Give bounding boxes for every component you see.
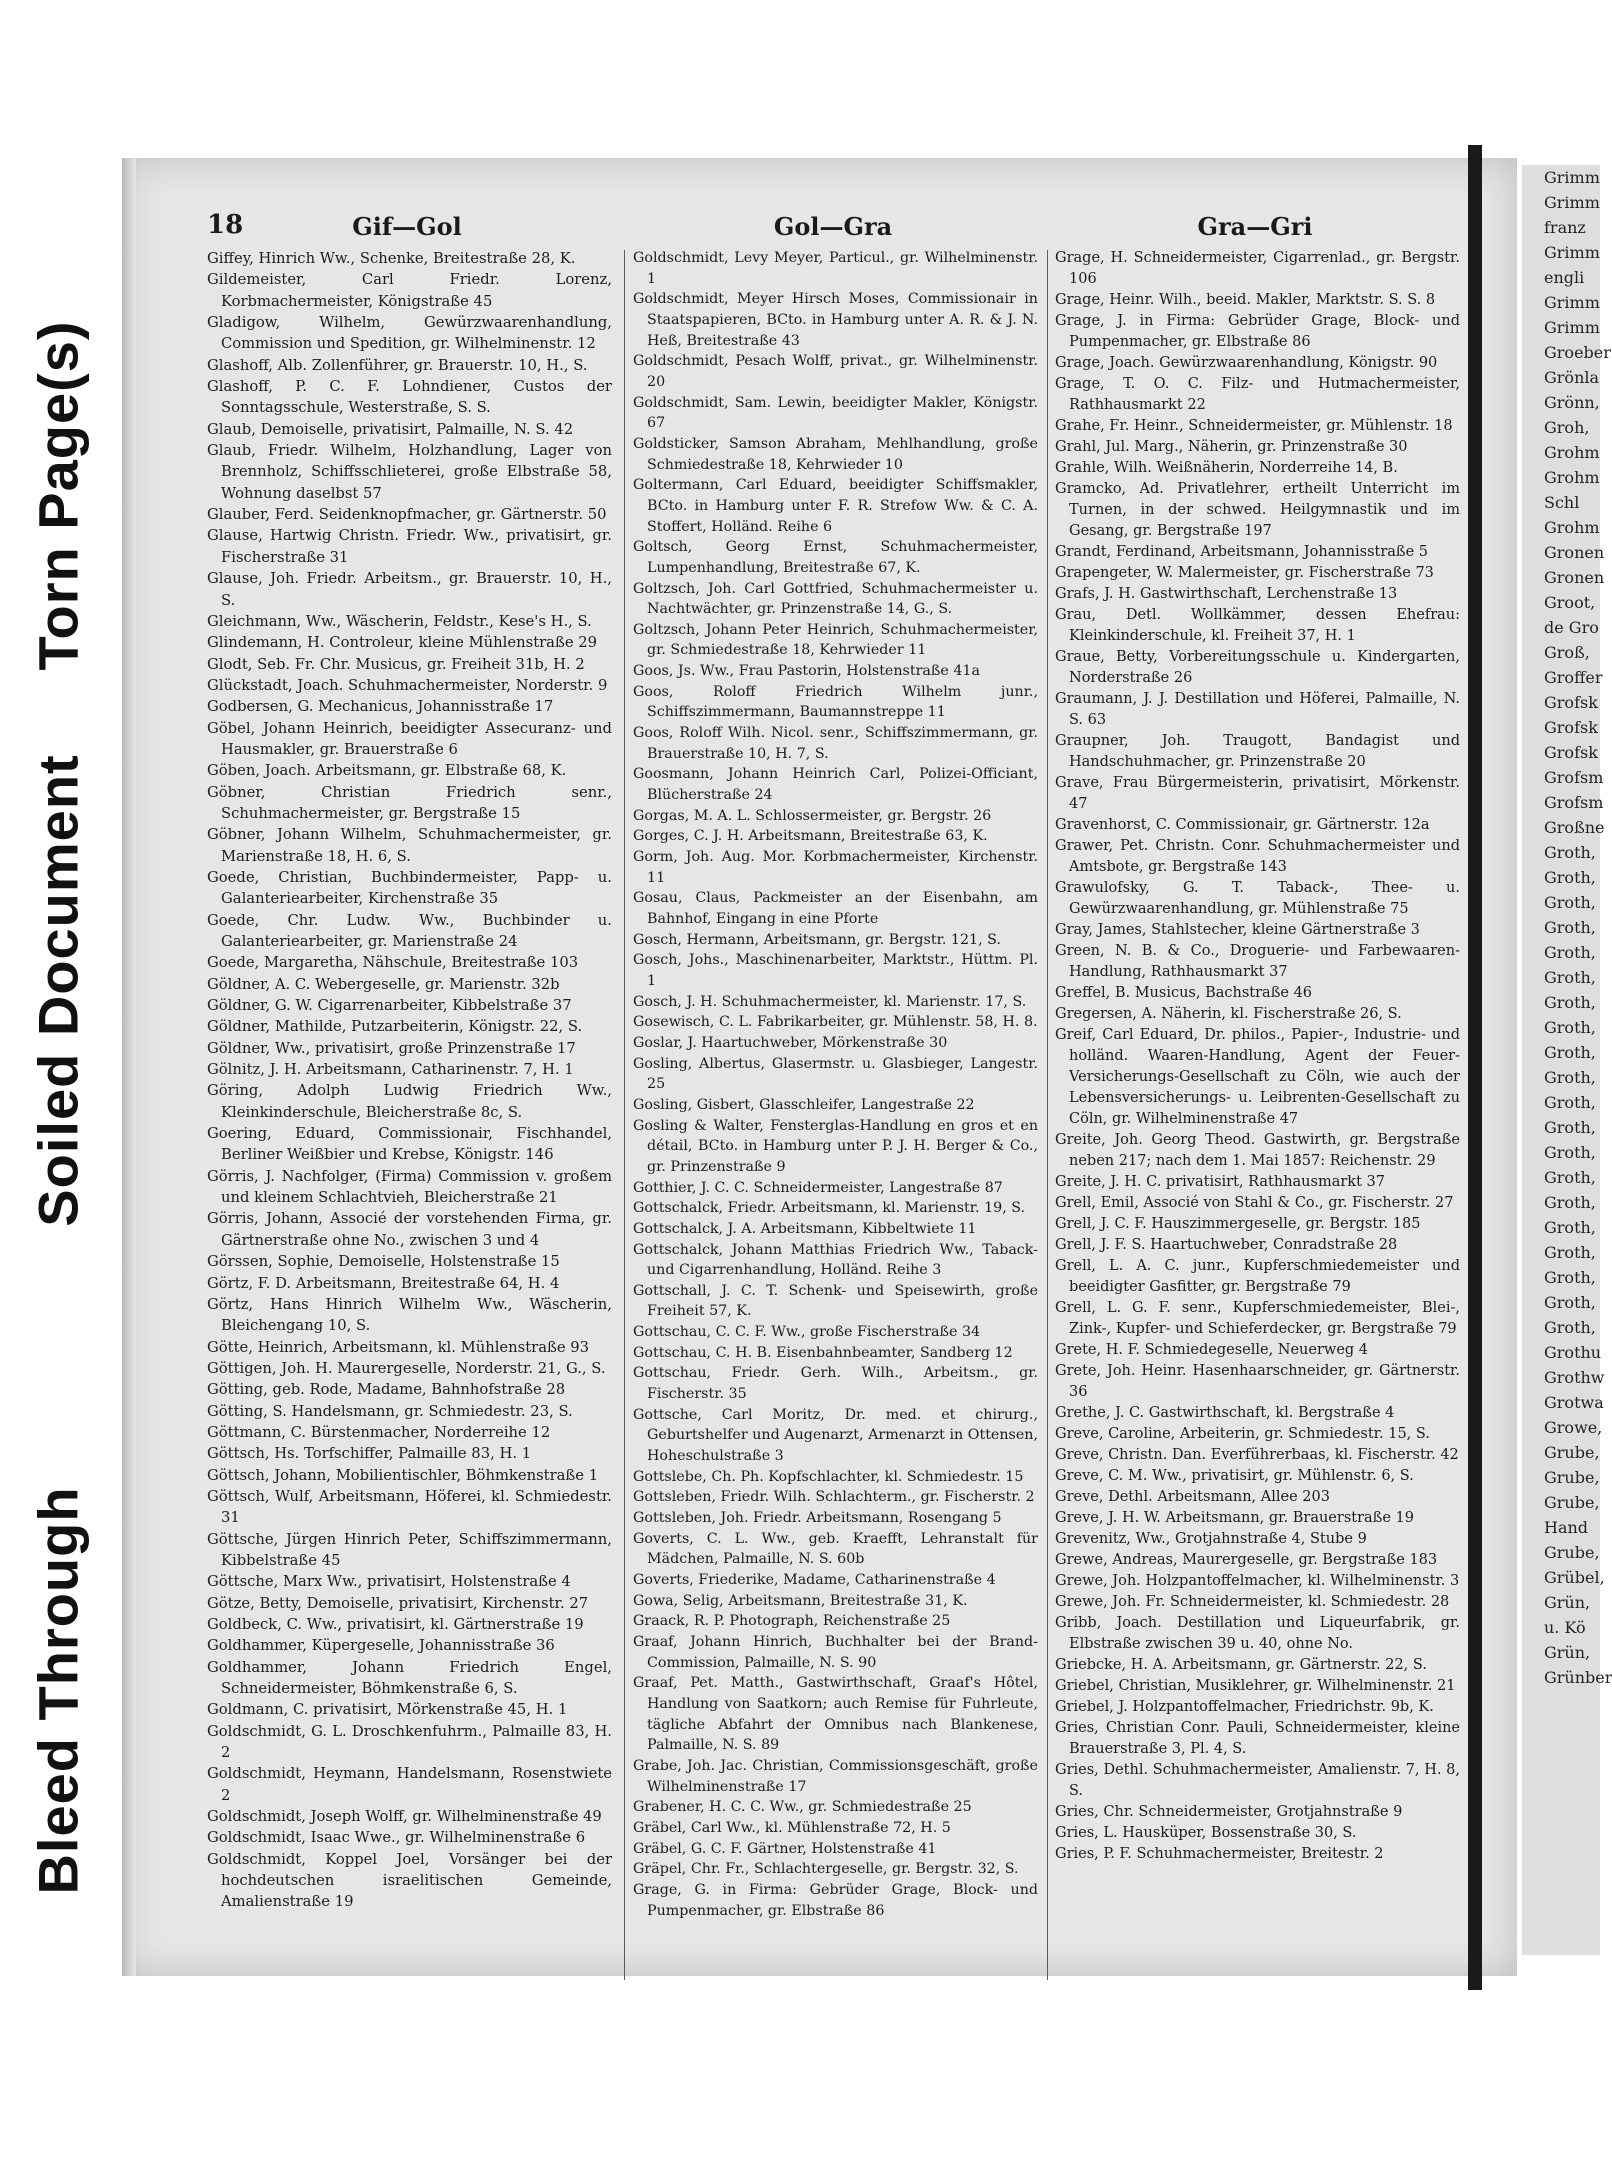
directory-entry: Göttsche, Marx Ww., privatisirt, Holstenstraße 4	[207, 1573, 571, 1591]
directory-column-2	[633, 248, 1038, 1968]
directory-entry: Grethe, J. C. Gastwirthschaft, kl. Bergstraße 4	[1055, 1405, 1395, 1421]
directory-entry: Göttmann, C. Bürstenmacher, Norderreihe 12	[207, 1423, 551, 1441]
directory-entry: Gottschalck, J. A. Arbeitsmann, Kibbeltwiete 11	[633, 1220, 977, 1237]
directory-entry: Görtz, Hans Hinrich Wilhelm Ww., Wäscherin, Bleichengang 10, S.	[207, 1295, 612, 1335]
adjacent-page-text: Grube,	[1544, 1468, 1600, 1487]
column-rule	[624, 250, 625, 1980]
directory-entry: Grawer, Pet. Christn. Conr. Schuhmachermeister und Amtsbote, gr. Bergstraße 143	[1055, 838, 1460, 875]
directory-entry: Graaf, Pet. Matth., Gastwirthschaft, Graaf's Hôtel, Handlung von Saatkorn; auch Remise für Fuhrleute, tägliche Abfahrt der Omnibus nach Blankenese, Palmaille, N. S. 89	[633, 1675, 1038, 1754]
adjacent-page-text: Groth,	[1544, 893, 1596, 912]
adjacent-page-text: Groth,	[1544, 1168, 1596, 1187]
directory-entry: Giffey, Hinrich Ww., Schenke, Breitestraße 28, K.	[207, 250, 576, 267]
directory-entry: Goos, Roloff Friedrich Wilhelm junr., Schiffszimmermann, Baumannstreppe 11	[633, 683, 1038, 721]
adjacent-page-text: u. Kö	[1544, 1618, 1586, 1637]
directory-entry: Grevenitz, Ww., Grotjahnstraße 4, Stube 9	[1055, 1531, 1367, 1547]
directory-entry: Gottschau, Friedr. Gerh. Wilh., Arbeitsm., gr. Fischerstr. 35	[633, 1365, 1038, 1403]
directory-entry: Gosau, Claus, Packmeister an der Eisenbahn, am Bahnhof, Eingang in eine Pforte	[633, 890, 1038, 927]
adjacent-page-text: franz	[1544, 218, 1586, 237]
adjacent-page-text: Groth,	[1544, 1018, 1596, 1037]
directory-entry: Goltzsch, Joh. Carl Gottfried, Schuhmachermeister u. Nachtwächter, gr. Prinzenstraße 14, G., S.	[633, 580, 1038, 618]
directory-entry: Glodt, Seb. Fr. Chr. Musicus, gr. Freiheit 31b, H. 2	[207, 655, 585, 673]
directory-entry: Greve, Christn. Dan. Everführerbaas, kl. Fischerstr. 42	[1055, 1447, 1459, 1463]
directory-entry: Grage, H. Schneidermeister, Cigarrenlad., gr. Bergstr. 106	[1055, 250, 1460, 287]
column-rule	[1047, 250, 1048, 1980]
adjacent-page-text: Gronen	[1544, 543, 1605, 562]
directory-entry: Greite, J. H. C. privatisirt, Rathhausmarkt 37	[1055, 1174, 1385, 1190]
page-edge-shadow	[122, 158, 136, 1976]
adjacent-page-fragment	[1522, 165, 1612, 1955]
adjacent-page-text: Grimm	[1544, 193, 1600, 212]
adjacent-page-text: Groth,	[1544, 1268, 1596, 1287]
directory-entry: Goldschmidt, Pesach Wolff, privat., gr. Wilhelminenstr. 20	[633, 353, 1038, 390]
adjacent-page-text: Grofsk	[1544, 693, 1598, 712]
torn-pages-label: Torn Page(s)	[8, 275, 108, 715]
directory-entry: Gravenhorst, C. Commissionair, gr. Gärtnerstr. 12a	[1055, 817, 1430, 833]
directory-entry: Goslar, J. Haartuchweber, Mörkenstraße 30	[633, 1034, 948, 1051]
directory-entry: Göbel, Johann Heinrich, beeidigter Assecuranz- und Hausmakler, gr. Brauerstraße 6	[207, 719, 612, 758]
directory-entry: Götting, geb. Rode, Madame, Bahnhofstraße 28	[207, 1381, 566, 1399]
directory-entry: Goede, Chr. Ludw. Ww., Buchbinder u. Galanteriearbeiter, gr. Marienstraße 24	[207, 911, 612, 950]
adjacent-page-text: Groth,	[1544, 1093, 1596, 1112]
directory-entry: Goverts, Friederike, Madame, Catharinenstraße 4	[633, 1572, 996, 1588]
directory-entry: Gotthier, J. C. C. Schneidermeister, Langestraße 87	[633, 1179, 1003, 1196]
adjacent-page-text: Grönn,	[1544, 393, 1600, 412]
directory-entry: Grell, Emil, Associé von Stahl & Co., gr. Fischerstr. 27	[1055, 1195, 1454, 1211]
adjacent-page-text: Grün,	[1544, 1593, 1591, 1612]
column-header-3: Gra—Gri	[1197, 212, 1313, 241]
directory-entry: Glaub, Friedr. Wilhelm, Holzhandlung, Lager von Brennholz, Schiffsschlieterei, große Elbstraße 58, Wohnung daselbst 57	[207, 442, 612, 502]
adjacent-page-text: Gronen	[1544, 568, 1605, 587]
directory-entry: Gottsche, Carl Moritz, Dr. med. et chirurg., Geburtshelfer und Augenarzt, Armenarzt in Ottensen, Hoheschulstraße 3	[633, 1406, 1038, 1465]
directory-entry: Gray, James, Stahlstecher, kleine Gärtnerstraße 3	[1055, 922, 1420, 938]
directory-entry: Göttsch, Wulf, Arbeitsmann, Höferei, kl. Schmiedestr. 31	[207, 1487, 612, 1527]
directory-entry: Goede, Margaretha, Nähschule, Breitestraße 103	[207, 954, 579, 972]
directory-entry: Green, N. B. & Co., Droguerie- und Farbewaaren-Handlung, Rathhausmarkt 37	[1055, 943, 1460, 980]
directory-entry: Grewe, Joh. Holzpantoffelmacher, kl. Wilhelminenstr. 3	[1055, 1573, 1460, 1589]
directory-entry: Goltzsch, Johann Peter Heinrich, Schuhmachermeister, gr. Schmiedestraße 18, Kehrwieder 11	[633, 621, 1038, 659]
directory-entry: Griebcke, H. A. Arbeitsmann, gr. Gärtnerstr. 22, S.	[1055, 1657, 1427, 1673]
directory-entry: Grell, L. A. C. junr., Kupferschmiedemeister und beeidigter Gasfitter, gr. Bergstraße 79	[1055, 1258, 1460, 1295]
directory-entry: Götte, Heinrich, Arbeitsmann, kl. Mühlenstraße 93	[207, 1338, 590, 1356]
directory-entry: Gorm, Joh. Aug. Mor. Korbmachermeister, Kirchenstr. 11	[633, 849, 1038, 886]
directory-entry: Göttsche, Jürgen Hinrich Peter, Schiffszimmermann, Kibbelstraße 45	[207, 1530, 612, 1569]
directory-entry: Gosch, J. H. Schuhmachermeister, kl. Marienstr. 17, S.	[633, 993, 1027, 1010]
adjacent-page-text: Groth,	[1544, 843, 1596, 862]
directory-entry: Greve, C. M. Ww., privatisirt, gr. Mühlenstr. 6, S.	[1055, 1468, 1414, 1484]
directory-entry: Goldhammer, Johann Friedrich Engel, Schneidermeister, Böhmkenstraße 6, S.	[207, 1658, 612, 1698]
adjacent-page-text: Grohm	[1544, 443, 1600, 462]
adjacent-page-text: Groth,	[1544, 1293, 1596, 1312]
adjacent-page-text: Grohm	[1544, 518, 1600, 537]
directory-entry: Grell, J. F. S. Haartuchweber, Conradstraße 28	[1055, 1237, 1398, 1253]
directory-entry: Goldschmidt, Joseph Wolff, gr. Wilhelminenstraße 49	[207, 1808, 602, 1826]
directory-entry: Grell, J. C. F. Hauszimmergeselle, gr. Bergstr. 185	[1055, 1216, 1421, 1232]
directory-column-1	[207, 248, 612, 1968]
directory-entry: Grage, J. in Firma: Gebrüder Grage, Block- und Pumpenmacher, gr. Elbstraße 86	[1055, 313, 1460, 350]
page-gutter-shadow	[1468, 145, 1482, 1990]
directory-entry: Greif, Carl Eduard, Dr. philos., Papier-, Industrie- und holländ. Waaren-Handlung, Agent der Feuer-Versicherungs-Gesellschaft zu Cöln, wie auch der Lebensversicherungs- u. Leibrenten-Gesellschaft zu Cöln, gr. Wilhelminenstraße 47	[1055, 1027, 1460, 1127]
directory-entry: Goldsticker, Samson Abraham, Mehlhandlung, große Schmiedestraße 18, Kehrwieder 10	[633, 435, 1038, 473]
adjacent-page-text: Grube,	[1544, 1543, 1600, 1562]
directory-entry: Gottsleben, Friedr. Wilh. Schlachterm., gr. Fischerstr. 2	[633, 1489, 1035, 1506]
directory-entry: Grage, T. O. C. Filz- und Hutmachermeister, Rathhausmarkt 22	[1055, 376, 1460, 413]
directory-entry: Graaf, Johann Hinrich, Buchhalter bei der Brand-Commission, Palmaille, N. S. 90	[633, 1633, 1038, 1671]
directory-entry: Goldbeck, C. Ww., privatisirt, kl. Gärtnerstraße 19	[207, 1616, 584, 1633]
directory-entry: Grahl, Jul. Marg., Näherin, gr. Prinzenstraße 30	[1055, 439, 1408, 455]
directory-entry: Gorges, C. J. H. Arbeitsmann, Breitestraße 63, K.	[633, 828, 988, 845]
directory-entry: Glashoff, P. C. F. Lohndiener, Custos der Sonntagsschule, Westerstraße, S. S.	[207, 378, 612, 417]
directory-entry: Grewe, Andreas, Maurergeselle, gr. Bergstraße 183	[1055, 1552, 1438, 1568]
directory-entry: Göldner, A. C. Webergeselle, gr. Marienstr. 32b	[207, 975, 560, 993]
adjacent-page-text: Groth,	[1544, 1143, 1596, 1162]
directory-entry: Goldschmidt, G. L. Droschkenfuhrm., Palmaille 83, H. 2	[207, 1722, 612, 1762]
directory-entry: Grete, H. F. Schmiedegeselle, Neuerweg 4	[1055, 1342, 1369, 1358]
adjacent-page-text: Grube,	[1544, 1493, 1600, 1512]
adjacent-page-text: Grofsk	[1544, 743, 1598, 762]
directory-entry: Goede, Christian, Buchbindermeister, Papp- u. Galanteriearbeiter, Kirchenstraße 35	[207, 868, 612, 908]
directory-entry: Godbersen, G. Mechanicus, Johannisstraße 17	[207, 698, 554, 716]
directory-entry: Goverts, C. L. Ww., geb. Kraefft, Lehranstalt für Mädchen, Palmaille, N. S. 60b	[633, 1530, 1038, 1568]
adjacent-page-text: Schl	[1544, 493, 1580, 512]
directory-entry: Göttsch, Hs. Torfschiffer, Palmaille 83, H. 1	[207, 1445, 532, 1463]
column-header-1: Gif—Gol	[352, 212, 462, 241]
directory-entry: Grahle, Wilh. Weißnäherin, Norderreihe 14, B.	[1055, 460, 1398, 476]
directory-entry: Gries, P. F. Schuhmachermeister, Breitestr. 2	[1055, 1846, 1384, 1862]
adjacent-page-text: Groth,	[1544, 1318, 1596, 1337]
directory-entry: Glindemann, H. Controleur, kleine Mühlenstraße 29	[207, 634, 598, 652]
adjacent-page-text: Grohm	[1544, 468, 1600, 487]
directory-entry: Gildemeister, Carl Friedr. Lorenz, Korbmachermeister, Königstraße 45	[207, 271, 612, 310]
adjacent-page-text: Groß,	[1544, 643, 1590, 662]
adjacent-page-text: Groth,	[1544, 1193, 1596, 1212]
directory-entry: Göring, Adolph Ludwig Friedrich Ww., Kleinkinderschule, Bleicherstraße 8c, S.	[207, 1082, 612, 1121]
directory-entry: Goldschmidt, Levy Meyer, Particul., gr. Wilhelminenstr. 1	[633, 250, 1038, 287]
adjacent-page-text: Grube,	[1544, 1443, 1600, 1462]
directory-entry: Gorgas, M. A. L. Schlossermeister, gr. Bergstr. 26	[633, 807, 992, 824]
directory-entry: Göben, Joach. Arbeitsmann, gr. Elbstraße 68, K.	[207, 762, 567, 780]
directory-entry: Görtz, F. D. Arbeitsmann, Breitestraße 64, H. 4	[207, 1274, 560, 1292]
directory-entry: Goosmann, Johann Heinrich Carl, Polizei-Officiant, Blücherstraße 24	[633, 766, 1038, 804]
adjacent-page-text: Grofsm	[1544, 768, 1604, 787]
directory-entry: Graumann, J. J. Destillation und Höferei, Palmaille, N. S. 63	[1055, 691, 1460, 728]
directory-entry: Gottschall, J. C. T. Schenk- und Speisewirth, große Freiheit 57, K.	[633, 1282, 1038, 1320]
directory-entry: Greve, J. H. W. Arbeitsmann, gr. Brauerstraße 19	[1055, 1510, 1414, 1526]
directory-entry: Goldmann, C. privatisirt, Mörkenstraße 45, H. 1	[207, 1701, 568, 1719]
directory-entry: Grau, Detl. Wollkämmer, dessen Ehefrau: Kleinkinderschule, kl. Freiheit 37, H. 1	[1055, 607, 1460, 644]
directory-entry: Glückstadt, Joach. Schuhmachermeister, Norderstr. 9	[207, 676, 608, 694]
directory-entry: Glashoff, Alb. Zollenführer, gr. Brauerstr. 10, H., S.	[207, 356, 588, 374]
directory-entry: Grapengeter, W. Malermeister, gr. Fischerstraße 73	[1055, 565, 1434, 581]
adjacent-page-text: Großne	[1544, 818, 1605, 837]
adjacent-page-text: Groth,	[1544, 918, 1596, 937]
directory-entry: Gottslebe, Ch. Ph. Kopfschlachter, kl. Schmiedestr. 15	[633, 1468, 1024, 1485]
directory-entry: Grewe, Joh. Fr. Schneidermeister, kl. Schmiedestr. 28	[1055, 1594, 1450, 1610]
directory-entry: Gowa, Selig, Arbeitsmann, Breitestraße 31, K.	[633, 1592, 968, 1609]
directory-entry: Gleichmann, Ww., Wäscherin, Feldstr., Kese's H., S.	[207, 612, 592, 630]
adjacent-page-text: Groth,	[1544, 1218, 1596, 1237]
directory-entry: Goos, Js. Ww., Frau Pastorin, Holstenstraße 41a	[633, 663, 980, 680]
directory-entry: Goering, Eduard, Commissionair, Fischhandel, Berliner Weißbier und Krebse, Königstr. 146	[207, 1125, 612, 1164]
adjacent-page-text: Grün,	[1544, 1643, 1591, 1662]
adjacent-page-text: Groot,	[1544, 593, 1596, 612]
directory-entry: Göbner, Johann Wilhelm, Schuhmachermeister, gr. Marienstraße 18, H. 6, S.	[207, 826, 612, 865]
directory-entry: Goltsch, Georg Ernst, Schuhmachermeister, Lumpenhandlung, Breitestraße 67, K.	[633, 539, 1038, 576]
adjacent-page-text: Groh,	[1544, 418, 1590, 437]
directory-entry: Göldner, Mathilde, Putzarbeiterin, Königstr. 22, S.	[207, 1018, 583, 1036]
adjacent-page-text: Hand	[1544, 1518, 1589, 1537]
directory-entry: Göttigen, Joh. H. Maurergeselle, Norderstr. 21, G., S.	[207, 1359, 606, 1377]
adjacent-page-text: Grotwa	[1544, 1393, 1604, 1412]
adjacent-page-text: Groth,	[1544, 868, 1596, 887]
adjacent-page-text: Grünber	[1544, 1668, 1612, 1687]
adjacent-page-text: Groth,	[1544, 1243, 1596, 1262]
directory-entry: Grage, Heinr. Wilh., beeid. Makler, Marktstr. S. S. 8	[1055, 292, 1436, 308]
adjacent-page-text: Groth,	[1544, 943, 1596, 962]
directory-entry: Gries, Dethl. Schuhmachermeister, Amalienstr. 7, H. 8, S.	[1055, 1762, 1460, 1799]
directory-entry: Goldschmidt, Meyer Hirsch Moses, Commissionair in Staatspapieren, BCto. in Hamburg unter A. R. & J. N. Heß, Breitestraße 43	[633, 291, 1038, 349]
directory-entry: Gosling & Walter, Fensterglas-Handlung en gros et en détail, BCto. in Hamburg unter P. J. H. Berger & Co., gr. Prinzenstraße 9	[633, 1117, 1038, 1175]
directory-entry: Goldhammer, Küpergeselle, Johannisstraße 36	[207, 1637, 555, 1655]
adjacent-page-text: Groffer	[1544, 668, 1603, 687]
adjacent-page-text: Groeber	[1544, 343, 1611, 362]
adjacent-page-text: Grimm	[1544, 243, 1600, 262]
adjacent-page-text: Grönla	[1544, 368, 1600, 387]
directory-entry: Göttsch, Johann, Mobilientischler, Böhmkenstraße 1	[207, 1466, 599, 1484]
directory-entry: Gräpel, Chr. Fr., Schlachtergeselle, gr. Bergstr. 32, S.	[633, 1861, 1019, 1878]
directory-entry: Gottschau, C. C. F. Ww., große Fischerstraße 34	[633, 1324, 981, 1341]
directory-entry: Graupner, Joh. Traugott, Bandagist und Handschuhmacher, gr. Prinzenstraße 20	[1055, 733, 1460, 770]
directory-entry: Grafs, J. H. Gastwirthschaft, Lerchenstraße 13	[1055, 586, 1398, 602]
adjacent-page-text: Grübel,	[1544, 1568, 1605, 1587]
adjacent-page-text: Growe,	[1544, 1418, 1603, 1437]
directory-column-3	[1055, 248, 1460, 1968]
directory-entry: Görris, Johann, Associé der vorstehenden Firma, gr. Gärtnerstraße ohne No., zwischen 3 und 4	[207, 1210, 612, 1249]
adjacent-page-text: engli	[1544, 268, 1585, 287]
directory-entry: Goldschmidt, Heymann, Handelsmann, Rosenstwiete 2	[207, 1765, 612, 1804]
directory-entry: Goldschmidt, Sam. Lewin, beeidigter Makler, Königstr. 67	[633, 394, 1038, 432]
directory-entry: Gottschalck, Johann Matthias Friedrich Ww., Taback- und Cigarrenhandlung, Holländ. Reihe 3	[633, 1241, 1038, 1279]
adjacent-page-text: de Gro	[1544, 618, 1599, 637]
directory-entry: Gottschalck, Friedr. Arbeitsmann, kl. Marienstr. 19, S.	[633, 1200, 1026, 1217]
directory-entry: Gosewisch, C. L. Fabrikarbeiter, gr. Mühlenstr. 58, H. 8.	[633, 1014, 1038, 1031]
directory-entry: Greffel, B. Musicus, Bachstraße 46	[1055, 985, 1313, 1001]
directory-entry: Greite, Joh. Georg Theod. Gastwirth, gr. Bergstraße neben 217; nach dem 1. Mai 1857: Reichenstr. 29	[1055, 1132, 1460, 1169]
directory-entry: Grell, L. G. F. senr., Kupferschmiedemeister, Blei-, Zink-, Kupfer- und Schieferdecker, gr. Bergstraße 79	[1055, 1300, 1460, 1337]
adjacent-page-text: Grofsm	[1544, 793, 1604, 812]
page-number: 18	[207, 210, 244, 240]
adjacent-page-text: Groth,	[1544, 1068, 1596, 1087]
adjacent-page-text: Grothu	[1544, 1343, 1602, 1362]
directory-entry: Griebel, J. Holzpantoffelmacher, Friedrichstr. 9b, K.	[1055, 1699, 1434, 1715]
directory-entry: Greve, Dethl. Arbeitsmann, Allee 203	[1055, 1489, 1330, 1505]
directory-entry: Gladigow, Wilhelm, Gewürzwaarenhandlung, Commission und Spedition, gr. Wilhelminenstr. 12	[207, 314, 612, 353]
directory-entry: Gräbel, Carl Ww., kl. Mühlenstraße 72, H. 5	[633, 1819, 951, 1836]
directory-entry: Grabener, H. C. C. Ww., gr. Schmiedestraße 25	[633, 1799, 972, 1816]
adjacent-page-text: Groth,	[1544, 1043, 1596, 1062]
directory-entry: Goldschmidt, Isaac Wwe., gr. Wilhelminenstraße 6	[207, 1829, 586, 1847]
directory-entry: Göldner, Ww., privatisirt, große Prinzenstraße 17	[207, 1039, 576, 1057]
directory-entry: Goltermann, Carl Eduard, beeidigter Schiffsmakler, BCto. in Hamburg unter F. R. Strefow Ww. & C. A. Stoffert, Holländ. Reihe 6	[633, 477, 1038, 535]
soiled-document-label: Soiled Document	[8, 750, 108, 1230]
directory-entry: Gramcko, Ad. Privatlehrer, ertheilt Unterricht im Turnen, in der schwed. Heilgymnastik und im Gesang, gr. Bergstraße 197	[1055, 481, 1460, 539]
directory-entry: Götze, Betty, Demoiselle, privatisirt, Kirchenstr. 27	[207, 1594, 589, 1612]
directory-entry: Greve, Caroline, Arbeiterin, gr. Schmiedestr. 15, S.	[1055, 1426, 1430, 1442]
adjacent-page-text: Grimm	[1544, 168, 1600, 187]
directory-entry: Goos, Roloff Wilh. Nicol. senr., Schiffszimmermann, gr. Brauerstraße 10, H. 7, S.	[633, 725, 1038, 762]
directory-entry: Gribb, Joach. Destillation und Liqueurfabrik, gr. Elbstraße zwischen 39 u. 40, ohne No.	[1055, 1615, 1460, 1652]
adjacent-page-text: Grimm	[1544, 318, 1600, 337]
directory-entry: Gries, Chr. Schneidermeister, Grotjahnstraße 9	[1055, 1804, 1403, 1820]
directory-entry: Gräbel, G. C. F. Gärtner, Holstenstraße 41	[633, 1840, 937, 1857]
directory-entry: Griebel, Christian, Musiklehrer, gr. Wilhelminenstr. 21	[1055, 1678, 1456, 1694]
adjacent-page-text: Groth,	[1544, 968, 1596, 987]
adjacent-page-text: Grothw	[1544, 1368, 1605, 1387]
directory-entry: Gregersen, A. Näherin, kl. Fischerstraße 26, S.	[1055, 1006, 1402, 1022]
directory-entry: Graue, Betty, Vorbereitungsschule u. Kindergarten, Norderstraße 26	[1055, 649, 1460, 686]
directory-entry: Grete, Joh. Heinr. Hasenhaarschneider, gr. Gärtnerstr. 36	[1055, 1363, 1460, 1400]
warning-sidebar	[0, 0, 115, 2177]
adjacent-page-text: Groth,	[1544, 993, 1596, 1012]
adjacent-page-text: Grimm	[1544, 293, 1600, 312]
directory-entry: Grave, Frau Bürgermeisterin, privatisirt, Mörkenstr. 47	[1055, 775, 1460, 812]
directory-entry: Göbner, Christian Friedrich senr., Schuhmachermeister, gr. Bergstraße 15	[207, 783, 612, 822]
directory-entry: Grage, Joach. Gewürzwaarenhandlung, Königstr. 90	[1055, 355, 1438, 371]
directory-entry: Grabe, Joh. Jac. Christian, Commissionsgeschäft, große Wilhelminenstraße 17	[633, 1757, 1038, 1795]
directory-entry: Glaub, Demoiselle, privatisirt, Palmaille, N. S. 42	[207, 420, 574, 438]
directory-entry: Görssen, Sophie, Demoiselle, Holstenstraße 15	[207, 1253, 560, 1271]
directory-entry: Göldner, G. W. Cigarrenarbeiter, Kibbelstraße 37	[207, 997, 572, 1015]
directory-entry: Grage, G. in Firma: Gebrüder Grage, Block- und Pumpenmacher, gr. Elbstraße 86	[633, 1881, 1038, 1919]
directory-entry: Glause, Hartwig Christn. Friedr. Ww., privatisirt, gr. Fischerstraße 31	[207, 527, 612, 566]
directory-entry: Gosling, Gisbert, Glasschleifer, Langestraße 22	[633, 1096, 975, 1113]
directory-entry: Gosling, Albertus, Glasermstr. u. Glasbieger, Langestr. 25	[633, 1055, 1038, 1093]
directory-entry: Grahe, Fr. Heinr., Schneidermeister, gr. Mühlenstr. 18	[1055, 418, 1453, 434]
directory-entry: Goldschmidt, Koppel Joel, Vorsänger bei der hochdeutschen israelitischen Gemeinde, Amalienstraße 19	[207, 1850, 612, 1911]
directory-entry: Gottschau, C. H. B. Eisenbahnbeamter, Sandberg 12	[633, 1344, 1013, 1361]
column-header-2: Gol—Gra	[773, 212, 893, 241]
directory-entry: Gosch, Johs., Maschinenarbeiter, Marktstr., Hüttm. Pl. 1	[633, 952, 1038, 989]
directory-entry: Glauber, Ferd. Seidenknopfmacher, gr. Gärtnerstr. 50	[207, 506, 607, 524]
directory-entry: Grawulofsky, G. T. Taback-, Thee- u. Gewürzwaarenhandlung, gr. Mühlenstraße 75	[1055, 880, 1460, 917]
directory-entry: Gölnitz, J. H. Arbeitsmann, Catharinenstr. 7, H. 1	[207, 1061, 574, 1079]
directory-entry: Götting, S. Handelsmann, gr. Schmiedestr. 23, S.	[207, 1402, 573, 1420]
directory-entry: Grandt, Ferdinand, Arbeitsmann, Johannisstraße 5	[1055, 544, 1429, 560]
directory-entry: Gottsleben, Joh. Friedr. Arbeitsmann, Rosengang 5	[633, 1510, 1002, 1527]
directory-entry: Görris, J. Nachfolger, (Firma) Commission v. großem und kleinem Schlachtvieh, Bleicherstraße 21	[207, 1167, 612, 1207]
bleed-through-label: Bleed Through	[8, 1425, 108, 1955]
directory-entry: Gries, L. Hausküper, Bossenstraße 30, S.	[1055, 1825, 1357, 1841]
adjacent-page-text: Grofsk	[1544, 718, 1598, 737]
adjacent-page-text: Groth,	[1544, 1118, 1596, 1137]
directory-entry: Graack, R. P. Photograph, Reichenstraße 25	[633, 1613, 951, 1630]
directory-entry: Gosch, Hermann, Arbeitsmann, gr. Bergstr. 121, S.	[633, 931, 1001, 948]
directory-entry: Gries, Christian Conr. Pauli, Schneidermeister, kleine Brauerstraße 3, Pl. 4, S.	[1055, 1720, 1460, 1757]
directory-entry: Glause, Joh. Friedr. Arbeitsm., gr. Brauerstr. 10, H., S.	[207, 570, 612, 609]
